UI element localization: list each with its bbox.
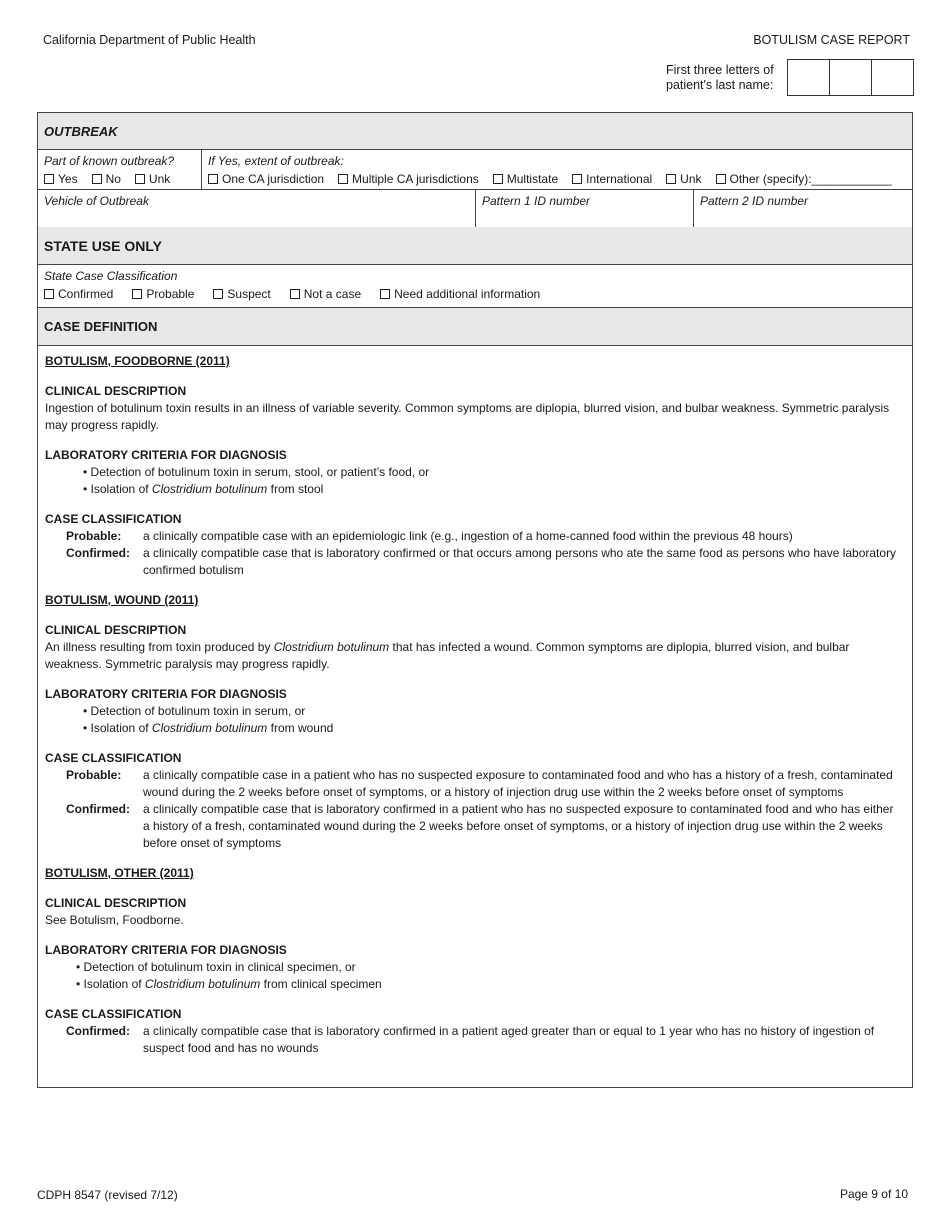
vehicle-cell[interactable] (38, 190, 476, 227)
checkbox-icon (290, 289, 300, 299)
checkbox-icon (716, 174, 726, 184)
known-outbreak-cell (38, 150, 202, 189)
foodborne-lab-list (45, 464, 898, 498)
known-yes-checkbox[interactable]: Yes (44, 172, 78, 186)
other-clinical-text: See Botulism, Foodborne. (45, 913, 184, 927)
case-definition-title: CASE DEFINITION (44, 319, 158, 334)
checkbox-icon (132, 289, 142, 299)
wound-classification-heading: CASE CLASSIFICATION (45, 751, 182, 765)
state-classification-cell (38, 265, 912, 307)
other-clinical-heading: CLINICAL DESCRIPTION (45, 896, 187, 910)
state-use-header (38, 227, 912, 265)
checkbox-icon (338, 174, 348, 184)
lastname-letter-3-input[interactable] (872, 60, 913, 95)
lastname-letter-2-input[interactable] (830, 60, 872, 95)
other-classification-heading: CASE CLASSIFICATION (45, 1007, 182, 1021)
other-title: BOTULISM, OTHER (2011) (45, 866, 194, 880)
lastname-letter-1-input[interactable] (788, 60, 830, 95)
case-definition-body (45, 353, 898, 1057)
extent-multistate-checkbox[interactable]: Multistate (493, 172, 558, 186)
checkbox-icon (44, 174, 54, 184)
outbreak-row (38, 150, 912, 190)
checkbox-icon (380, 289, 390, 299)
pattern2-label: Pattern 2 ID number (700, 194, 809, 208)
wound-probable: Probable: a clinically compatible case in a patient who has no suspected exposure to contaminated food and who has a history of a fresh, contaminated wound during the 2 weeks before onset of symptoms, or a history of injection drug use within the 2 weeks before onset of symptoms (66, 768, 893, 799)
pattern2-cell[interactable] (693, 190, 912, 227)
wound-clinical-text: An illness resulting from toxin produced by Clostridium botulinum that has infected a wound. Common symptoms are diplopia, blurred vision, and bulbar weakness. Symmetric paralysis may progress rapidly. (45, 640, 850, 671)
wound-classification (45, 767, 898, 852)
checkbox-icon (135, 174, 145, 184)
other-lab-item-2: • Isolation of Clostridium botulinum from clinical specimen (76, 977, 382, 991)
other-lab-heading: LABORATORY CRITERIA FOR DIAGNOSIS (45, 943, 287, 957)
foodborne-classification-heading: CASE CLASSIFICATION (45, 512, 182, 526)
lastname-label-line2: patient's last name: (666, 78, 774, 92)
lastname-letter-boxes (787, 59, 914, 96)
other-classification (45, 1023, 898, 1057)
known-outbreak-label: Part of known outbreak? (44, 154, 175, 168)
wound-confirmed: Confirmed: a clinically compatible case that is laboratory confirmed in a patient who has no suspected exposure to contaminated food and who has either a history of a fresh, contaminated wound during the 2 weeks before onset of symptoms, or a history of injection drug use within the 2 weeks before onset of symptoms (66, 802, 894, 850)
extent-one-ca-checkbox[interactable]: One CA jurisdiction (208, 172, 324, 186)
page-number: Page 9 of 10 (839, 1187, 908, 1201)
state-classification-label: State Case Classification (44, 269, 178, 283)
foodborne-probable: Probable: a clinically compatible case with an epidemiologic link (e.g., ingestion of a home-canned food within the previous 48 hours) (66, 529, 793, 543)
checkbox-icon (208, 174, 218, 184)
vehicle-label: Vehicle of Outbreak (44, 194, 149, 208)
pattern1-cell[interactable] (475, 190, 694, 227)
pattern1-label: Pattern 1 ID number (482, 194, 591, 208)
form-frame (37, 112, 913, 1088)
lastname-label-line1: First three letters of (666, 63, 774, 77)
wound-clinical-heading: CLINICAL DESCRIPTION (45, 623, 187, 637)
known-no-checkbox[interactable]: No (92, 172, 121, 186)
outbreak-extent-label: If Yes, extent of outbreak: (208, 154, 344, 168)
form-id: CDPH 8547 (revised 7/12) (37, 1188, 178, 1202)
wound-lab-list (45, 703, 898, 737)
state-confirmed-checkbox[interactable]: Confirmed (44, 287, 113, 301)
foodborne-lab-item-1: • Detection of botulinum toxin in serum, stool, or patient’s food, or (83, 465, 430, 479)
state-need-info-checkbox[interactable]: Need additional information (380, 287, 540, 301)
checkbox-icon (213, 289, 223, 299)
vehicle-row (38, 190, 912, 227)
state-suspect-checkbox[interactable]: Suspect (213, 287, 270, 301)
extent-multiple-ca-checkbox[interactable]: Multiple CA jurisdictions (338, 172, 479, 186)
wound-lab-heading: LABORATORY CRITERIA FOR DIAGNOSIS (45, 687, 287, 701)
extent-international-checkbox[interactable]: International (572, 172, 652, 186)
foodborne-clinical-heading: CLINICAL DESCRIPTION (45, 384, 187, 398)
state-probable-checkbox[interactable]: Probable (132, 287, 194, 301)
case-definition-header (38, 308, 912, 346)
state-not-a-case-checkbox[interactable]: Not a case (290, 287, 361, 301)
extent-unk-checkbox[interactable]: Unk (666, 172, 701, 186)
other-confirmed: Confirmed: a clinically compatible case that is laboratory confirmed in a patient aged greater than or equal to 1 year who has no history of ingestion of suspect food and has no wounds (66, 1024, 875, 1055)
lastname-label (666, 63, 774, 93)
outbreak-extent-cell (201, 150, 912, 189)
other-lab-item-1: • Detection of botulinum toxin in clinical specimen, or (76, 960, 356, 974)
state-use-title: STATE USE ONLY (44, 237, 162, 254)
wound-lab-item-2: • Isolation of Clostridium botulinum from wound (83, 721, 334, 735)
known-unk-checkbox[interactable]: Unk (135, 172, 170, 186)
extent-other-checkbox[interactable]: Other (specify):____________ (716, 172, 892, 186)
outbreak-header (38, 113, 912, 150)
report-title: BOTULISM CASE REPORT (753, 33, 910, 47)
checkbox-icon (493, 174, 503, 184)
checkbox-icon (666, 174, 676, 184)
state-classification-row (38, 265, 912, 308)
outbreak-title: OUTBREAK (44, 123, 118, 139)
agency-name: California Department of Public Health (43, 33, 256, 47)
other-lab-list (45, 959, 898, 993)
foodborne-confirmed: Confirmed: a clinically compatible case that is laboratory confirmed or that occurs among persons who ate the same food as persons who have laboratory confirmed botulism (66, 546, 897, 577)
foodborne-classification (45, 528, 898, 579)
checkbox-icon (92, 174, 102, 184)
wound-title: BOTULISM, WOUND (2011) (45, 593, 199, 607)
foodborne-lab-item-2: • Isolation of Clostridium botulinum from stool (83, 482, 324, 496)
checkbox-icon (44, 289, 54, 299)
foodborne-lab-heading: LABORATORY CRITERIA FOR DIAGNOSIS (45, 448, 287, 462)
wound-lab-item-1: • Detection of botulinum toxin in serum, or (83, 704, 306, 718)
checkbox-icon (572, 174, 582, 184)
foodborne-clinical-text: Ingestion of botulinum toxin results in an illness of variable severity. Common symptoms are diplopia, blurred vision, and bulbar weakness. Symmetric paralysis may progress rapidly. (45, 401, 890, 432)
foodborne-title: BOTULISM, FOODBORNE (2011) (45, 354, 230, 368)
